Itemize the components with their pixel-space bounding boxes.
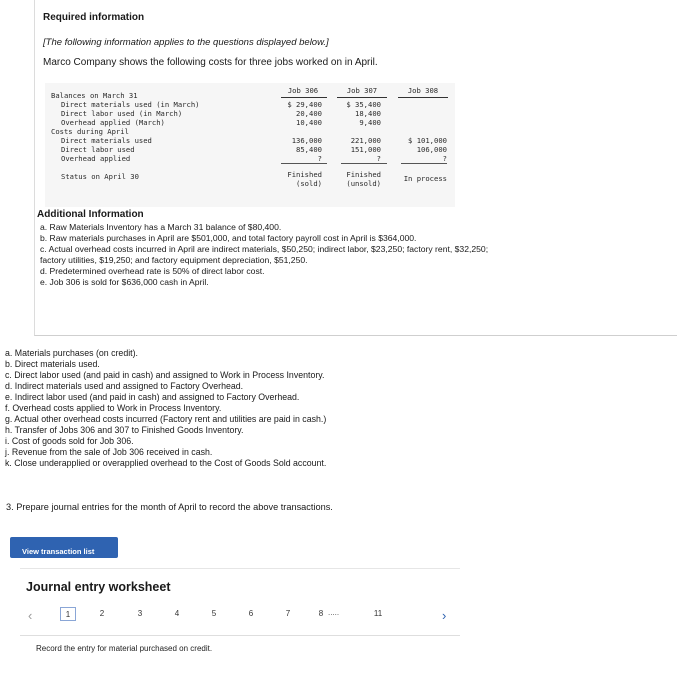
transaction-item: c. Direct labor used (and paid in cash) and assigned to Work in Process Inventory. (5, 370, 325, 380)
page-tab-7[interactable]: 7 (285, 609, 291, 618)
header-job-308: Job 308 (407, 86, 439, 95)
section-label-march-balances: Balances on March 31 (51, 91, 138, 100)
page-tab-1[interactable]: 1 (60, 607, 76, 621)
cell-value: $ 101,000 (408, 136, 447, 145)
required-info-note: [The following information applies to the questions displayed below.] (43, 37, 329, 48)
additional-item: e. Job 306 is sold for $636,000 cash in April. (40, 277, 209, 287)
header-job-307: Job 307 (346, 86, 378, 95)
header-underline (337, 97, 387, 98)
cell-value: 136,000 (291, 136, 322, 145)
cell-value: 9,400 (359, 118, 381, 127)
row-label: Overhead applied (61, 154, 131, 163)
transaction-item: f. Overhead costs applied to Work in Process Inventory. (5, 403, 222, 413)
cell-value: $ 35,400 (346, 100, 381, 109)
page-tab-5[interactable]: 5 (211, 609, 217, 618)
additional-info-title: Additional Information (37, 209, 144, 220)
status-job-307: Finished (346, 170, 381, 179)
transaction-item: d. Indirect materials used and assigned to Factory Overhead. (5, 381, 244, 391)
divider (20, 635, 460, 636)
status-job-306-detail: (sold) (296, 179, 322, 188)
page-tab-11[interactable]: 11 (373, 609, 383, 618)
row-label: Overhead applied (March) (61, 118, 165, 127)
header-underline (281, 97, 327, 98)
transaction-item: k. Close underapplied or overapplied overhead to the Cost of Goods Sold account. (5, 458, 327, 468)
prev-page-arrow-icon[interactable]: ‹ (28, 608, 33, 623)
next-page-arrow-icon[interactable]: › (442, 608, 447, 623)
required-info-title: Required information (43, 12, 145, 23)
page-tab-8[interactable]: 8 (318, 609, 324, 618)
page-tab-2[interactable]: 2 (99, 609, 105, 618)
section-label-april-costs: Costs during April (51, 127, 129, 136)
additional-item: factory utilities, $19,250; and factory equipment depreciation, $51,250. (40, 255, 308, 265)
header-job-306: Job 306 (287, 86, 319, 95)
view-transaction-list-button[interactable]: View transaction list (10, 537, 118, 558)
transaction-item: h. Transfer of Jobs 306 and 307 to Finished Goods Inventory. (5, 425, 244, 435)
transaction-item: j. Revenue from the sale of Job 306 received in cash. (5, 447, 213, 457)
required-info-panel (34, 0, 677, 336)
additional-item: b. Raw materials purchases in April are $501,000, and total factory payroll cost in April is $364,000. (40, 233, 417, 243)
page-tab-3[interactable]: 3 (137, 609, 143, 618)
cell-value: 85,400 (296, 145, 322, 154)
row-label: Direct materials used (61, 136, 152, 145)
additional-item: d. Predetermined overhead rate is 50% of direct labor cost. (40, 266, 265, 276)
additional-item: a. Raw Materials Inventory has a March 31 balance of $80,400. (40, 222, 282, 232)
cell-value: ? (442, 154, 447, 163)
cell-value: 106,000 (416, 145, 447, 154)
status-job-307-detail: (unsold) (346, 179, 381, 188)
journal-entry-worksheet (20, 568, 460, 700)
transaction-item: a. Materials purchases (on credit). (5, 348, 138, 358)
required-info-intro: Marco Company shows the following costs for three jobs worked on in April. (43, 57, 378, 68)
cell-value: 221,000 (350, 136, 381, 145)
additional-item: c. Actual overhead costs incurred in April are indirect materials, $50,250; indirect labor, $23,250; factory rent, $32,250; (40, 244, 489, 254)
transaction-item: b. Direct materials used. (5, 359, 100, 369)
total-underline (341, 163, 387, 164)
cell-value: 10,400 (296, 118, 322, 127)
header-underline (398, 97, 448, 98)
page-tab-4[interactable]: 4 (174, 609, 180, 618)
transaction-item: g. Actual other overhead costs incurred (Factory rent and utilities are paid in cash.) (5, 414, 327, 424)
row-label: Direct materials used (in March) (61, 100, 200, 109)
cell-value: $ 29,400 (287, 100, 322, 109)
transaction-item: i. Cost of goods sold for Job 306. (5, 436, 134, 446)
cell-value: ? (317, 154, 322, 163)
question-text: 3. Prepare journal entries for the month of April to record the above transactions. (6, 502, 333, 512)
transaction-item: e. Indirect labor used (and paid in cash) and assigned to Factory Overhead. (5, 392, 300, 402)
cell-value: ? (376, 154, 381, 163)
status-label: Status on April 30 (61, 172, 139, 181)
total-underline (401, 163, 447, 164)
row-label: Direct labor used (61, 145, 135, 154)
worksheet-title: Journal entry worksheet (26, 580, 171, 594)
page-tab-6[interactable]: 6 (248, 609, 254, 618)
total-underline (281, 163, 327, 164)
cell-value: 20,400 (296, 109, 322, 118)
cell-value: 18,400 (355, 109, 381, 118)
worksheet-instruction: Record the entry for material purchased on credit. (36, 644, 213, 653)
status-job-306: Finished (287, 170, 322, 179)
worksheet-pager (20, 597, 460, 631)
job-cost-table (45, 83, 455, 207)
row-label: Direct labor used (in March) (61, 109, 183, 118)
cell-value: 151,000 (350, 145, 381, 154)
page-ellipsis: ..... (328, 608, 340, 617)
status-job-308: In process (403, 174, 447, 183)
